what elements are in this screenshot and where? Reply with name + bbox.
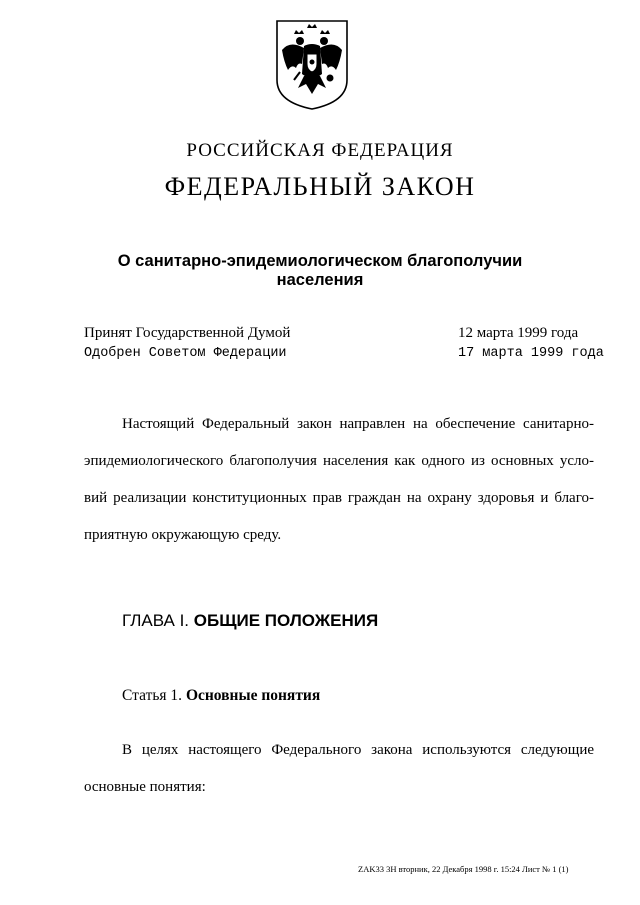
approved-by-federation-council: Одобрен Советом Федерации: [84, 346, 287, 361]
preamble-line-2: эпидемиологического благополучия населения как одного из основных усло-: [84, 453, 594, 469]
law-title-line-1: О санитарно-эпидемиологическом благополучии: [117, 252, 523, 270]
approved-by-federation-council-date: 17 марта 1999 года: [458, 346, 604, 361]
preamble-line-3: вий реализации конституционных прав граждан на охрану здоровья и благо-: [84, 490, 594, 506]
article-title: Основные понятия: [185, 687, 321, 704]
chapter-number: ГЛАВА I.: [122, 611, 190, 630]
article-number: Статья 1.: [122, 687, 183, 704]
chapter-title: ОБЩИЕ ПОЛОЖЕНИЯ: [193, 611, 379, 630]
preamble-line-1: Настоящий Федеральный закон направлен на обеспечение санитарно-: [122, 416, 594, 432]
adopted-by-duma: Принят Государственной Думой: [84, 325, 291, 341]
page-footer: ZAK33 3Н вторник, 22 Декабря 1998 г. 15:24 Лист № 1 (1): [358, 864, 569, 874]
law-type-heading: ФЕДЕРАЛЬНЫЙ ЗАКОН: [164, 172, 476, 201]
preamble-line-4: приятную окружающую среду.: [84, 527, 282, 543]
article-text-line-2: основные понятия:: [84, 779, 206, 795]
country-heading: РОССИЙСКАЯ ФЕДЕРАЦИЯ: [186, 140, 454, 161]
law-title: [40, 252, 600, 290]
article-heading: [122, 687, 320, 705]
coat-of-arms-emblem: [274, 18, 350, 112]
law-title-line-2: населения: [276, 271, 364, 289]
article-text-line-1: В целях настоящего Федерального закона используются следующие: [122, 742, 594, 758]
chapter-heading: [122, 611, 378, 631]
adopted-by-duma-date: 12 марта 1999 года: [458, 325, 579, 341]
